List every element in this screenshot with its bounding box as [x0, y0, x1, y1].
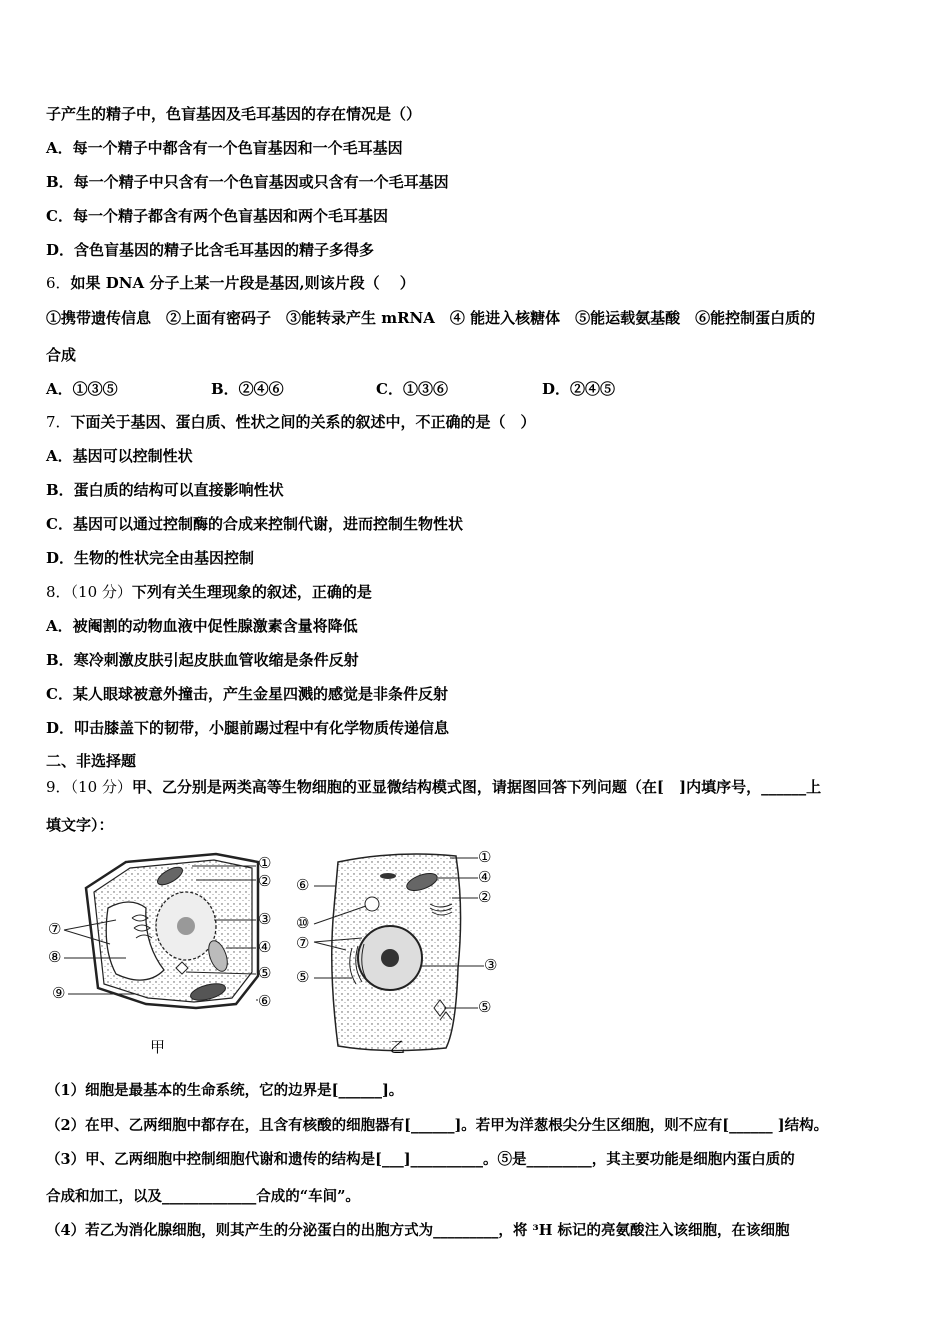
q9-part3-continued: 合成和加工，以及_____________合成的“车间”。 [46, 1188, 360, 1205]
animal-label-10: ⑩ [296, 914, 310, 932]
q8-option-b: B．寒冷刺激皮肤引起皮肤血管收缩是条件反射 [46, 651, 359, 669]
q9-stem-continued: 填文字）： [46, 816, 114, 834]
q5-stem-continued: 子产生的精子中，色盲基因及毛耳基因的存在情况是（） [46, 105, 422, 123]
q9-stem-line [46, 777, 821, 797]
animal-label-5a: ⑤ [296, 968, 310, 986]
plant-label-3: ③ [258, 910, 272, 928]
q6-stem: 如果 DNA 分子上某一片段是基因,则该片段（ ） [70, 274, 415, 292]
section-heading: 二、非选择题 [46, 752, 137, 770]
plant-label-5: ⑤ [258, 964, 272, 982]
animal-label-4: ④ [478, 868, 492, 886]
q9-number: 9． [46, 778, 71, 796]
plant-label-1: ① [258, 854, 272, 872]
plant-label-7: ⑦ [48, 920, 62, 938]
q8-number: 8． [46, 583, 71, 601]
plant-cell-caption: 甲 [150, 1038, 166, 1056]
plant-cell-diagram [64, 854, 258, 1008]
animal-cell-caption: 乙 [390, 1038, 406, 1056]
q8-option-d: D．叩击膝盖下的韧带，小腿前踢过程中有化学物质传递信息 [46, 719, 450, 737]
q7-number: 7． [46, 413, 71, 431]
animal-label-1: ① [478, 848, 492, 866]
q9-part3: （3）甲、乙两细胞中控制细胞代谢和遗传的结构是[___]__________。⑤是_________，其主要功能是细胞内蛋白质的 [46, 1151, 795, 1168]
q6-option-c: C．①③⑥ [376, 380, 448, 398]
q6-items: ①携带遗传信息 ②上面有密码子 ③能转录产生 mRNA ④ 能进入核糖体 ⑤能运载氨基酸 ⑥能控制蛋白质的 [46, 309, 816, 327]
q7-option-d: D．生物的性状完全由基因控制 [46, 549, 255, 567]
q6-option-b: B．②④⑥ [211, 380, 284, 398]
q7-stem: 下面关于基因、蛋白质、性状之间的关系的叙述中，不正确的是（ ） [70, 413, 536, 431]
plant-label-8: ⑧ [48, 948, 62, 966]
q9-part2: （2）在甲、乙两细胞中都存在，且含有核酸的细胞器有[______]。若甲为洋葱根尖分生区细胞，则不应有[______ ]结构。 [46, 1117, 829, 1134]
q5-option-d: D．含色盲基因的精子比含毛耳基因的精子多得多 [46, 241, 375, 259]
q8-stem: 下列有关生理现象的叙述，正确的是 [131, 583, 372, 601]
animal-label-2: ② [478, 888, 492, 906]
animal-label-7: ⑦ [296, 934, 310, 952]
q9-score: （10 分） [70, 778, 132, 796]
animal-label-5b: ⑤ [478, 998, 492, 1016]
q9-stem: 甲、乙分别是两类高等生物细胞的亚显微结构模式图，请据图回答下列问题（在[ ]内填序号，______上 [131, 778, 822, 796]
q8-option-a: A．被阉割的动物血液中促性腺激素含量将降低 [46, 617, 358, 635]
q6-option-a: A．①③⑤ [46, 380, 118, 398]
q9-part4: （4）若乙为消化腺细胞，则其产生的分泌蛋白的出胞方式为_________，将 ³H 标记的亮氨酸注入该细胞，在该细胞 [46, 1222, 790, 1239]
q7-option-a: A．基因可以控制性状 [46, 447, 193, 465]
plant-label-4: ④ [258, 938, 272, 956]
plant-label-6: ⑥ [258, 992, 272, 1010]
plant-label-9: ⑨ [52, 984, 66, 1002]
q5-option-a: A．每一个精子中都含有一个色盲基因和一个毛耳基因 [46, 139, 403, 157]
animal-cell-diagram [314, 854, 484, 1051]
q5-option-b: B．每一个精子中只含有一个色盲基因或只含有一个毛耳基因 [46, 173, 449, 191]
plant-label-2: ② [258, 872, 272, 890]
q8-option-c: C．某人眼球被意外撞击，产生金星四溅的感觉是非条件反射 [46, 685, 448, 703]
animal-label-3: ③ [484, 956, 498, 974]
cell-diagrams [46, 848, 516, 1060]
q6-option-d: D．②④⑤ [542, 380, 616, 398]
q6-stem-line [46, 273, 415, 293]
cell-diagram-figure [46, 848, 516, 1060]
q7-stem-line [46, 412, 536, 432]
q5-option-c: C．每一个精子都含有两个色盲基因和两个毛耳基因 [46, 207, 388, 225]
q6-number: 6． [46, 274, 71, 292]
q7-option-c: C．基因可以通过控制酶的合成来控制代谢，进而控制生物性状 [46, 515, 463, 533]
q8-stem-line [46, 582, 372, 602]
animal-label-6: ⑥ [296, 876, 310, 894]
q6-options [46, 379, 906, 399]
q8-score: （10 分） [70, 583, 132, 601]
q7-option-b: B．蛋白质的结构可以直接影响性状 [46, 481, 284, 499]
q6-items-continued: 合成 [46, 346, 77, 364]
q9-part1: （1）细胞是最基本的生命系统，它的边界是[______]。 [46, 1082, 404, 1099]
